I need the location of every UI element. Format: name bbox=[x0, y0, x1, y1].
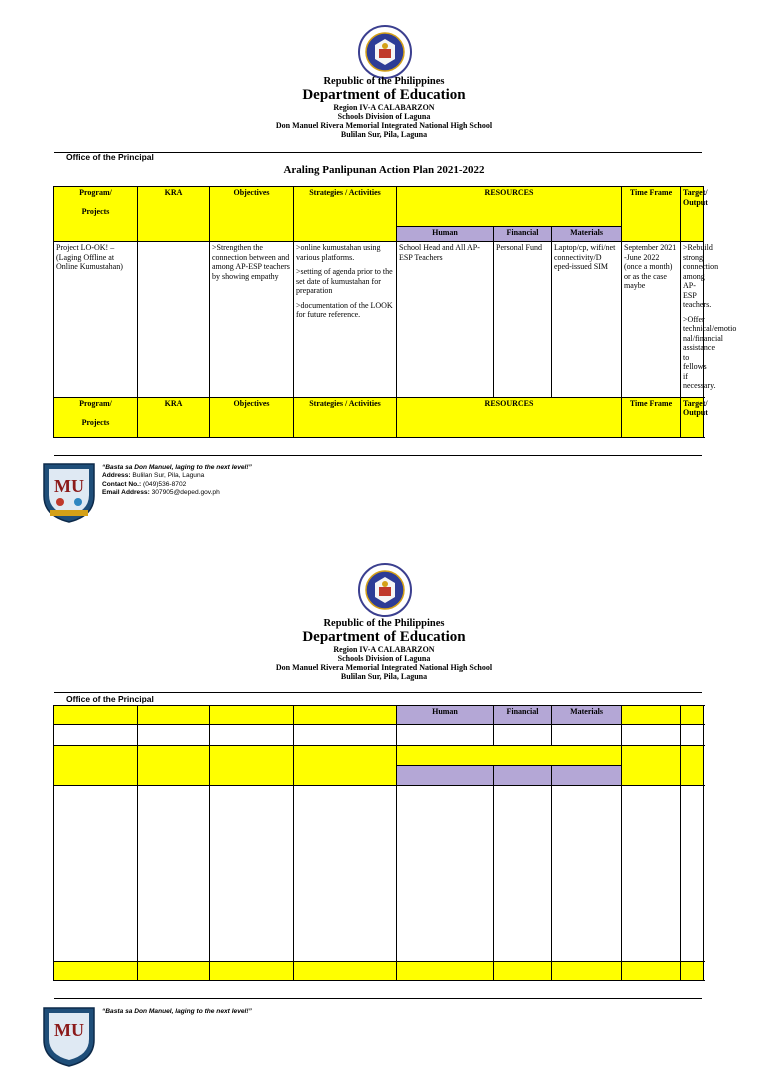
footer-header-objectives: Objectives bbox=[210, 397, 294, 437]
office-label: Office of the Principal bbox=[66, 694, 154, 704]
header-materials: Materials bbox=[552, 227, 622, 242]
header-human: Human bbox=[397, 227, 494, 242]
cell-target: >Rebuild strong connection among AP-ESP teachers. >Offer technical/emotio nal/financial assistance to fellows if necessary. bbox=[681, 242, 704, 398]
footer-contact: Contact No.: (049)536-8702 bbox=[102, 480, 187, 488]
school-address-text: Bulilan Sur, Pila, Laguna bbox=[340, 672, 428, 681]
school-motto: “Basta sa Don Manuel, laging to the next level!” bbox=[102, 464, 252, 471]
header-program: Program/ Projects bbox=[54, 187, 138, 242]
school-text: Don Manuel Rivera Memorial Integrated National High School bbox=[275, 663, 493, 672]
footer-header-strategies: Strategies / Activities bbox=[294, 397, 397, 437]
svg-text:MU: MU bbox=[54, 1020, 84, 1040]
header-human: Human bbox=[397, 706, 494, 725]
region-text: Region IV-A CALABARZON bbox=[333, 645, 435, 654]
svg-text:MU: MU bbox=[54, 476, 84, 496]
department-title: Department of Education bbox=[302, 87, 466, 103]
footer-email: Email Address: 307905@deped.gov.ph bbox=[102, 488, 220, 496]
footer-header-kra: KRA bbox=[138, 397, 210, 437]
footer-header-resources: RESOURCES bbox=[397, 397, 622, 437]
cell-objectives: >Strengthen the connection between and among AP-ESP teachers by showing empathy bbox=[210, 242, 294, 398]
footer-divider bbox=[54, 998, 702, 999]
cell-strategies: >online kumustahan using various platforms. >setting of agenda prior to the set date of kumustahan for preparation >documentation of the LOOK for future reference. bbox=[294, 242, 397, 398]
header-objectives: Objectives bbox=[210, 187, 294, 242]
footer-header-time-frame: Time Frame bbox=[622, 397, 681, 437]
header-financial: Financial bbox=[494, 227, 552, 242]
header-materials: Materials bbox=[552, 706, 622, 725]
school-text: Don Manuel Rivera Memorial Integrated National High School bbox=[275, 121, 493, 130]
region-text: Region IV-A CALABARZON bbox=[333, 103, 435, 112]
school-address-text: Bulilan Sur, Pila, Laguna bbox=[340, 130, 428, 139]
blank-plan-table bbox=[53, 705, 704, 981]
cell-financial: Personal Fund bbox=[494, 242, 552, 398]
deped-seal-icon bbox=[358, 563, 412, 617]
school-motto: “Basta sa Don Manuel, laging to the next level!” bbox=[102, 1008, 252, 1015]
header-divider bbox=[54, 692, 702, 693]
plan-title: Araling Panlipunan Action Plan 2021-2022 bbox=[283, 164, 485, 176]
republic-text: Republic of the Philippines bbox=[323, 76, 445, 87]
header-strategies: Strategies / Activities bbox=[294, 187, 397, 242]
cell-time-frame: September 2021 -June 2022 (once a month) or as the case maybe bbox=[622, 242, 681, 398]
republic-text: Republic of the Philippines bbox=[323, 618, 445, 629]
header-resources: RESOURCES bbox=[397, 187, 622, 227]
header-financial: Financial bbox=[494, 706, 552, 725]
footer-header-target: Target/ Output bbox=[681, 397, 704, 437]
header-time-frame: Time Frame bbox=[622, 187, 681, 242]
footer-header-program: Program/ Projects bbox=[54, 397, 138, 437]
cell-materials: Laptop/cp, wifi/net connectivity/D eped-issued SIM bbox=[552, 242, 622, 398]
division-text: Schools Division of Laguna bbox=[337, 654, 431, 663]
footer-address: Address: Bulilan Sur, Pila, Laguna bbox=[102, 472, 205, 480]
header-target: Target/ Output bbox=[681, 187, 704, 242]
division-text: Schools Division of Laguna bbox=[337, 112, 431, 121]
cell-program: Project LO-OK! – (Laging Offline at Online Kumustahan) bbox=[54, 242, 138, 398]
header-kra: KRA bbox=[138, 187, 210, 242]
office-label: Office of the Principal bbox=[66, 152, 154, 162]
department-title: Department of Education bbox=[302, 629, 466, 645]
school-logo-icon bbox=[40, 1002, 98, 1068]
cell-human: School Head and All AP-ESP Teachers bbox=[397, 242, 494, 398]
